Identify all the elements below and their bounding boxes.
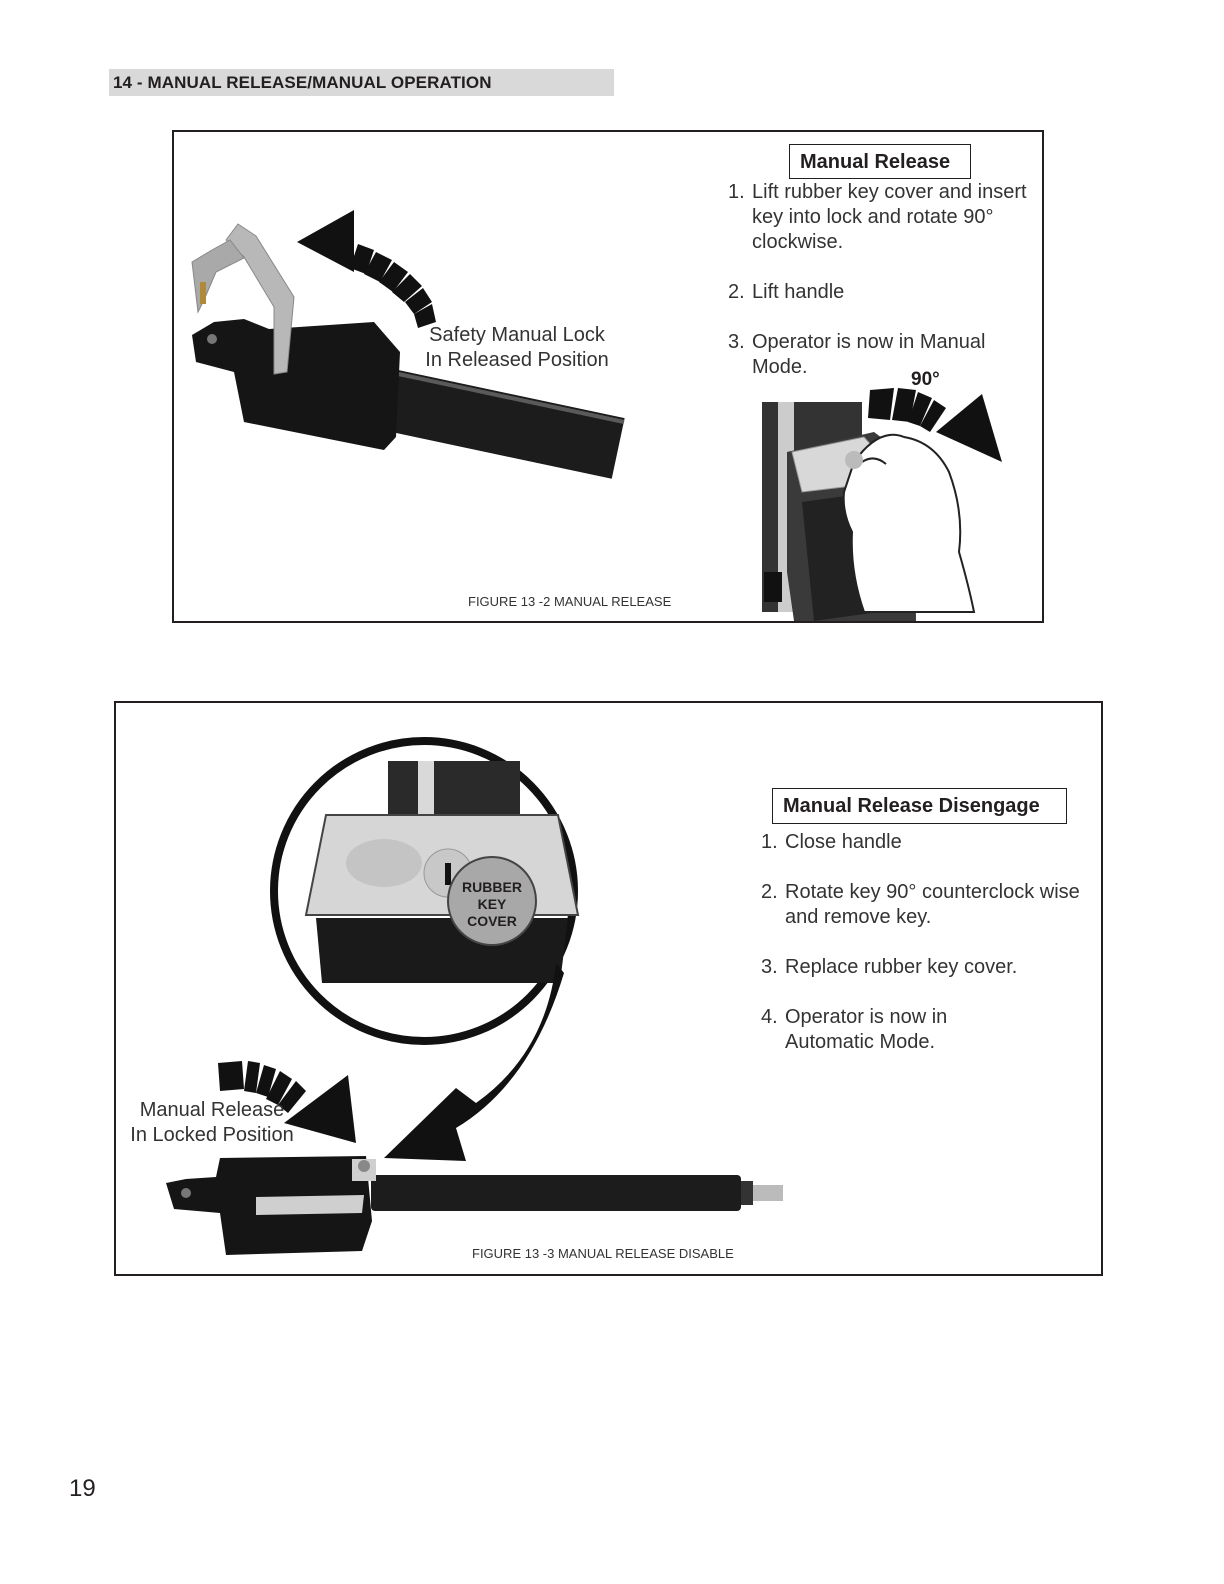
safety-lock-callout bbox=[422, 323, 612, 373]
step-number: 1. bbox=[728, 181, 745, 203]
callout-line: Manual Release bbox=[139, 1099, 285, 1121]
step-text: Mode. bbox=[752, 356, 808, 378]
manual-release-disengage-steps bbox=[761, 830, 1099, 1080]
rotate-arrow-icon bbox=[297, 210, 436, 328]
step-number: 1. bbox=[761, 831, 778, 853]
step-text: clockwise. bbox=[752, 231, 844, 253]
step-item bbox=[761, 1005, 1099, 1055]
step-text: Operator is now in Manual bbox=[752, 331, 986, 353]
key-icon bbox=[200, 282, 206, 304]
step-text: Rotate key 90° counterclock wise bbox=[785, 881, 1080, 903]
label-line: KEY bbox=[477, 896, 507, 912]
hand-turning-key-illustration bbox=[762, 402, 974, 621]
step-item bbox=[728, 330, 1040, 380]
degree-label: 90° bbox=[911, 369, 940, 390]
step-number: 3. bbox=[761, 956, 778, 978]
step-text: Operator is now in bbox=[785, 1006, 948, 1028]
callout-line: In Locked Position bbox=[130, 1124, 294, 1146]
manual-release-title: Manual Release bbox=[789, 144, 971, 179]
step-item bbox=[728, 280, 1040, 305]
step-number: 2. bbox=[728, 281, 745, 303]
label-line: RUBBER bbox=[462, 879, 522, 895]
step-text: Lift handle bbox=[752, 281, 845, 303]
step-item bbox=[761, 830, 1099, 855]
step-item bbox=[761, 955, 1099, 980]
figure-manual-release-disable bbox=[114, 701, 1103, 1276]
actuator-rod bbox=[371, 367, 625, 479]
step-number: 3. bbox=[728, 331, 745, 353]
locked-position-callout bbox=[122, 1098, 302, 1148]
manual-release-disengage-title: Manual Release Disengage bbox=[772, 788, 1067, 824]
step-text: key into lock and rotate 90° bbox=[752, 206, 994, 228]
step-item bbox=[761, 880, 1099, 930]
label-line: COVER bbox=[467, 913, 517, 929]
page-number: 19 bbox=[69, 1475, 96, 1502]
figure-caption: FIGURE 13 -2 MANUAL RELEASE bbox=[468, 594, 672, 609]
callout-line: In Released Position bbox=[425, 349, 609, 371]
figure-manual-release bbox=[172, 130, 1044, 623]
actuator-locked bbox=[166, 1156, 783, 1255]
step-text: Replace rubber key cover. bbox=[785, 956, 1018, 978]
step-text: Lift rubber key cover and insert bbox=[752, 181, 1027, 203]
section-header: 14 - MANUAL RELEASE/MANUAL OPERATION bbox=[109, 69, 614, 96]
callout-line: Safety Manual Lock bbox=[429, 324, 605, 346]
step-text: and remove key. bbox=[785, 906, 932, 928]
step-item bbox=[728, 180, 1040, 255]
manual-release-steps bbox=[728, 180, 1040, 405]
step-text: Automatic Mode. bbox=[785, 1031, 936, 1053]
step-text: Close handle bbox=[785, 831, 902, 853]
actuator-body bbox=[192, 319, 400, 450]
figure-caption: FIGURE 13 -3 MANUAL RELEASE DISABLE bbox=[472, 1246, 734, 1261]
step-number: 4. bbox=[761, 1006, 778, 1028]
step-number: 2. bbox=[761, 881, 778, 903]
rubber-key-cover-label bbox=[444, 879, 540, 930]
